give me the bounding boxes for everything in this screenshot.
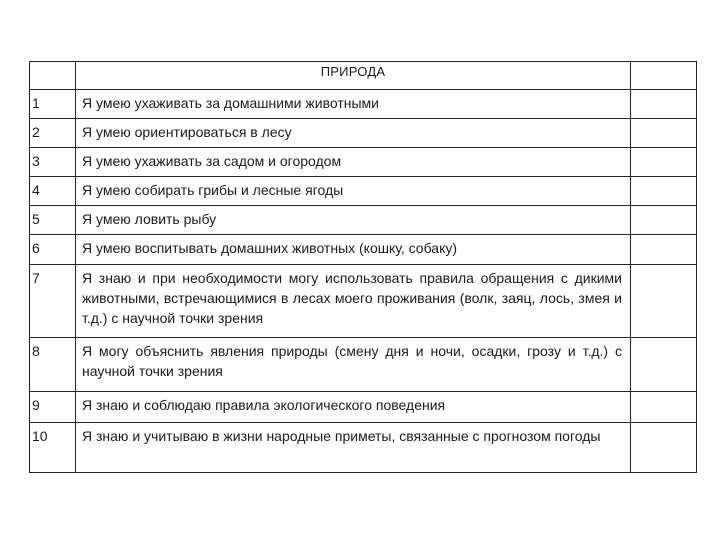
row-number: 4: [30, 177, 76, 206]
table-row: [30, 177, 697, 206]
row-statement: Я умею ухаживать за садом и огородом: [76, 148, 631, 177]
answer-cell[interactable]: [631, 235, 697, 265]
table-row: [30, 148, 697, 177]
answer-cell[interactable]: [631, 90, 697, 119]
row-statement: Я могу объяснить явления природы (смену дня и ночи, осадки, грозу и т.д.) с научной точки зрения: [76, 338, 631, 392]
table-row: [30, 265, 697, 338]
row-number: 6: [30, 235, 76, 265]
answer-cell[interactable]: [631, 206, 697, 235]
row-statement: Я умею ориентироваться в лесу: [76, 119, 631, 148]
row-statement: Я умею воспитывать домашних животных (кошку, собаку): [76, 235, 631, 265]
table-row: [30, 90, 697, 119]
answer-cell[interactable]: [631, 423, 697, 473]
table-row: [30, 392, 697, 423]
table-row: [30, 338, 697, 392]
table-title: ПРИРОДА: [76, 62, 631, 90]
row-number: 2: [30, 119, 76, 148]
answer-cell[interactable]: [631, 119, 697, 148]
row-statement: Я знаю и учитываю в жизни народные приметы, связанные с прогнозом погоды: [76, 423, 631, 473]
table-row: [30, 423, 697, 473]
table-row: [30, 119, 697, 148]
row-statement: Я знаю и соблюдаю правила экологического поведения: [76, 392, 631, 423]
table-header-row: [30, 62, 697, 90]
row-statement: Я умею ухаживать за домашними животными: [76, 90, 631, 119]
table-row: [30, 235, 697, 265]
row-number: 10: [30, 423, 76, 473]
table-row: [30, 206, 697, 235]
row-number: 8: [30, 338, 76, 392]
answer-cell[interactable]: [631, 177, 697, 206]
row-number: 5: [30, 206, 76, 235]
row-statement: Я знаю и при необходимости могу использовать правила обращения с дикими животными, встречающимися в лесах моего проживания (волк, заяц, лось, змея и т.д.) с научной точки зрения: [76, 265, 631, 338]
answer-cell[interactable]: [631, 148, 697, 177]
nature-skills-table: [29, 61, 697, 473]
questionnaire-sheet: [29, 61, 696, 473]
header-number-cell: [30, 62, 76, 90]
row-number: 7: [30, 265, 76, 338]
answer-cell[interactable]: [631, 265, 697, 338]
answer-cell[interactable]: [631, 338, 697, 392]
row-statement: Я умею собирать грибы и лесные ягоды: [76, 177, 631, 206]
answer-cell[interactable]: [631, 392, 697, 423]
row-number: 3: [30, 148, 76, 177]
header-mark-cell: [631, 62, 697, 90]
row-number: 9: [30, 392, 76, 423]
row-statement: Я умею ловить рыбу: [76, 206, 631, 235]
row-number: 1: [30, 90, 76, 119]
